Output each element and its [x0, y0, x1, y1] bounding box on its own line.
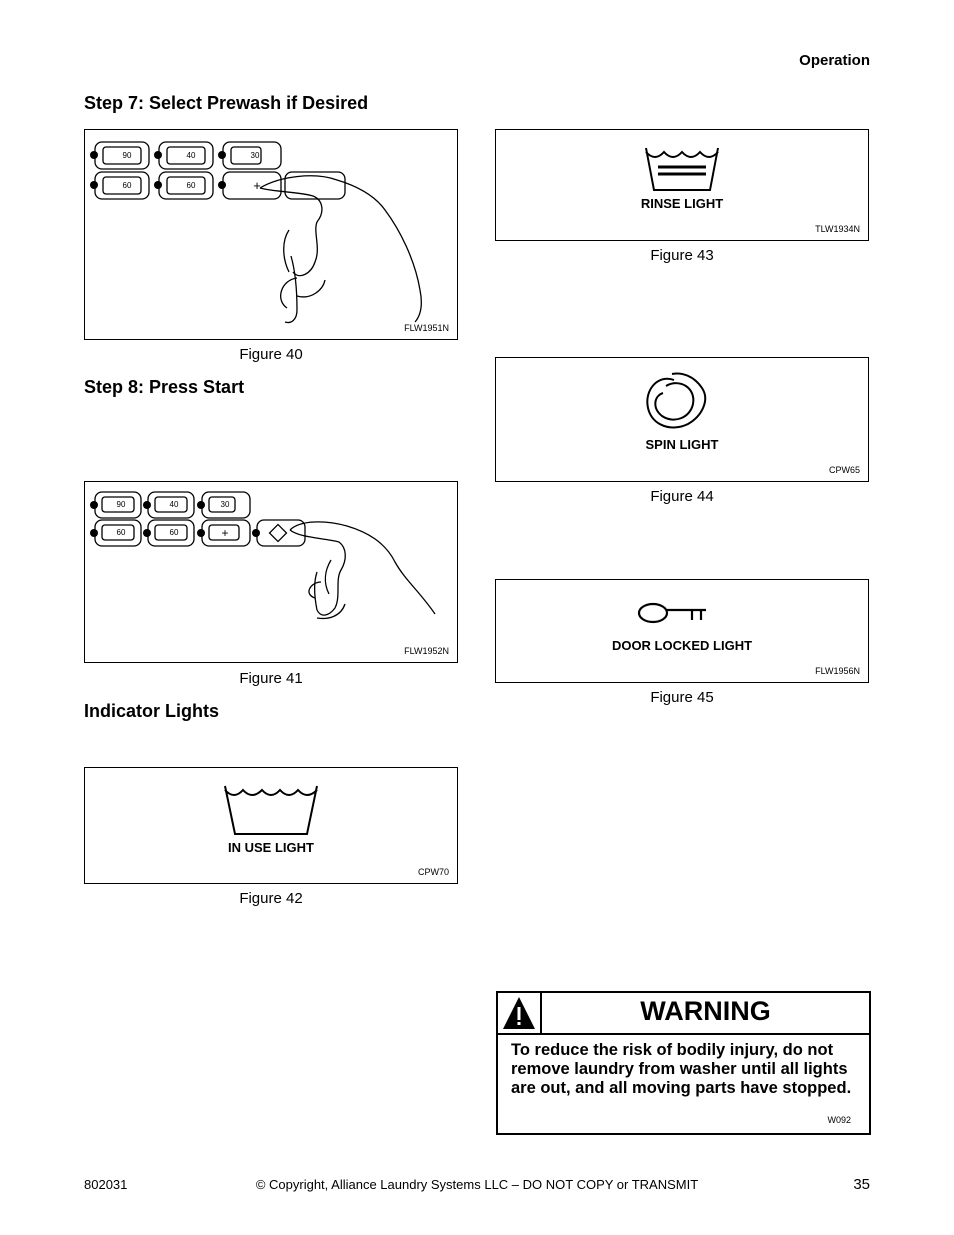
footer-doc-number: 802031 [84, 1177, 128, 1192]
fig41-btn-plus: + [221, 526, 229, 540]
figure-43-code: TLW1934N [815, 224, 860, 234]
warning-code: W092 [827, 1115, 851, 1125]
door-locked-light-label: DOOR LOCKED LIGHT [611, 638, 753, 653]
figure-45-panel [495, 579, 869, 683]
fig41-btn-40: 40 [169, 500, 179, 509]
figure-42-caption: Figure 42 [239, 890, 303, 907]
figure-43-caption: Figure 43 [650, 247, 714, 264]
fig41-btn-60a: 60 [116, 528, 126, 537]
figure-41-caption: Figure 41 [239, 670, 303, 687]
in-use-tub-icon [225, 786, 317, 834]
figure-44-code: CPW65 [828, 465, 860, 475]
warning-title: WARNING [640, 996, 771, 1026]
spin-light-label: SPIN LIGHT [645, 437, 719, 452]
figure-45-caption: Figure 45 [650, 689, 714, 706]
step7-heading: Step 7: Select Prewash if Desired [84, 93, 369, 113]
step8-heading: Step 8: Press Start [84, 377, 245, 397]
fig40-btn-90: 90 [122, 151, 132, 160]
figure-41-panel [84, 481, 458, 663]
warning-text: To reduce the risk of bodily injury, do not remove laundry from washer until all lights are out, and all moving parts have stopped. [511, 1041, 852, 1097]
warning-header [498, 993, 869, 1035]
indicator-lights-heading: Indicator Lights [84, 701, 219, 721]
figure-44-caption: Figure 44 [650, 488, 714, 505]
figure-45-code: FLW1956N [815, 666, 860, 676]
running-header: Operation [799, 52, 870, 69]
figure-42-panel [84, 767, 458, 884]
figure-40-code: FLW1951N [404, 323, 449, 333]
fig41-btn-90: 90 [116, 500, 126, 509]
fig40-btn-60b: 60 [186, 181, 196, 190]
warning-triangle-icon [498, 993, 540, 1033]
figure-43-panel [495, 129, 869, 241]
figure-44-panel [495, 357, 869, 482]
fig41-btn-30: 30 [220, 500, 230, 509]
figure-42-code: CPW70 [417, 867, 449, 877]
fig40-btn-plus: + [253, 178, 261, 193]
warning-box [496, 991, 871, 1135]
rinse-light-label: RINSE LIGHT [640, 196, 724, 211]
key-icon [639, 604, 706, 622]
footer-page-number: 35 [853, 1176, 870, 1193]
start-button-hand-illustration [85, 482, 459, 664]
figure-40-panel [84, 129, 458, 340]
fig40-btn-60a: 60 [122, 181, 132, 190]
in-use-light-label: IN USE LIGHT [228, 840, 314, 855]
fig40-btn-40: 40 [186, 151, 196, 160]
footer-copyright: © Copyright, Alliance Laundry Systems LLC – DO NOT COPY or TRANSMIT [255, 1177, 699, 1192]
control-panel-hand-illustration [85, 130, 459, 341]
spin-icon [647, 374, 705, 428]
figure-40-caption: Figure 40 [239, 346, 303, 363]
fig41-btn-60b: 60 [169, 528, 179, 537]
warning-icon-cell [498, 993, 542, 1033]
figure-41-code: FLW1952N [404, 646, 449, 656]
rinse-tub-icon [646, 148, 718, 190]
fig40-btn-30: 30 [250, 151, 260, 160]
